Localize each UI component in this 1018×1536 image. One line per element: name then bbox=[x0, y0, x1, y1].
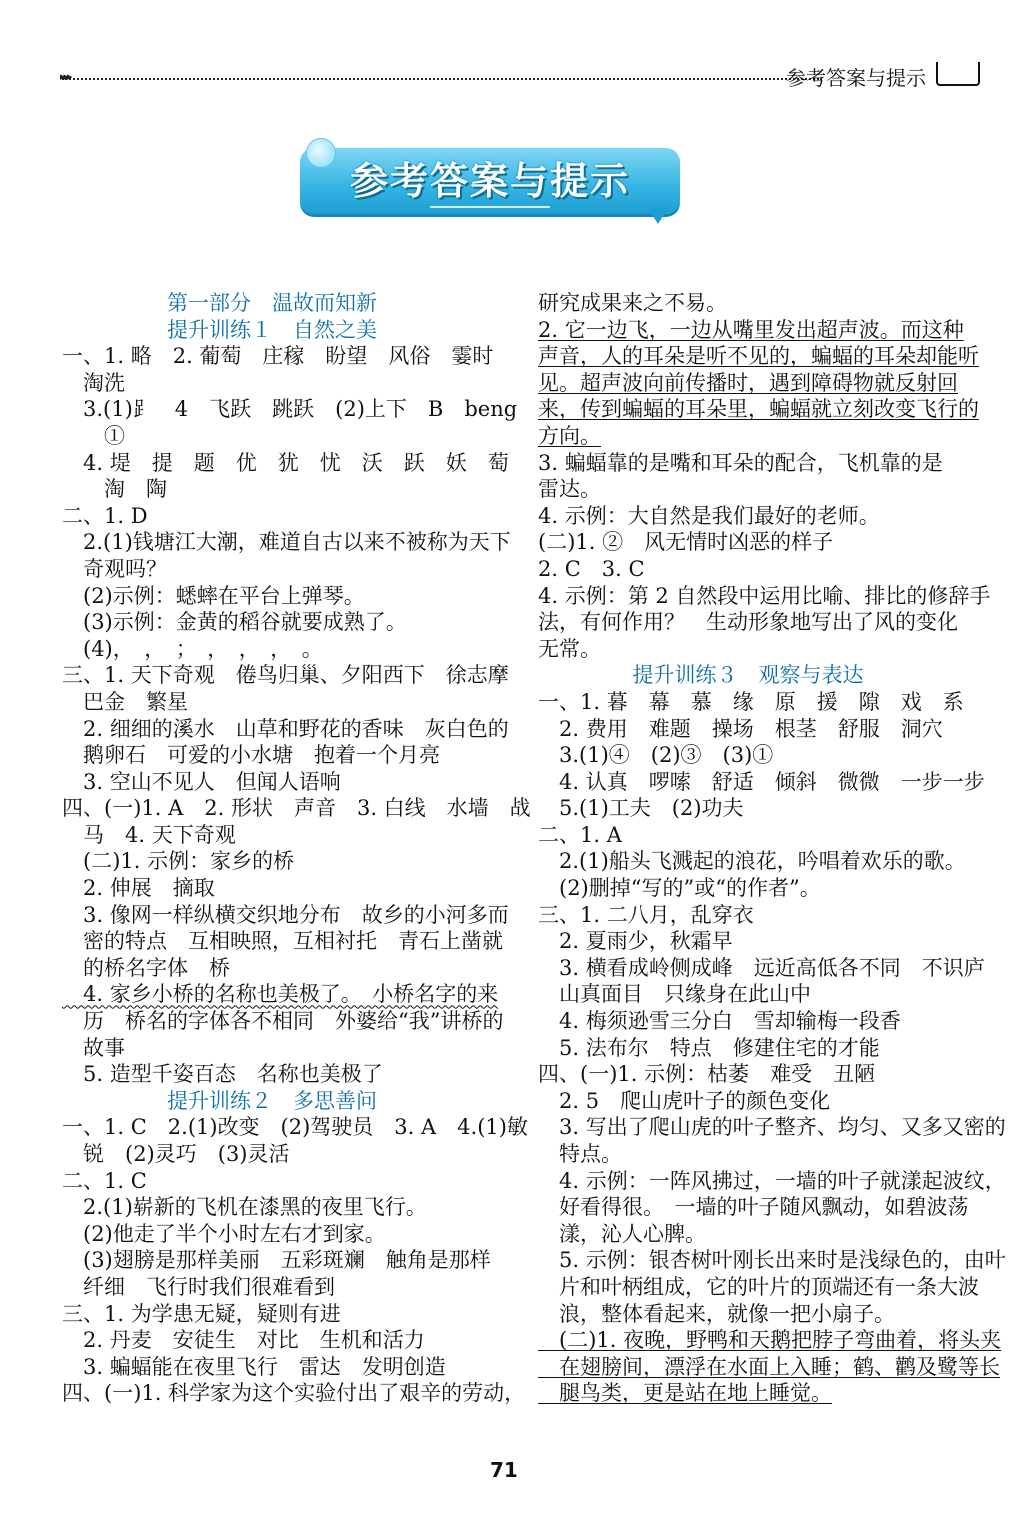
answer-line: 2.(1)钱塘江大潮，难道自古以来不被称为天下 bbox=[62, 530, 511, 555]
answer-line: 3. 像网一样纵横交织地分布 故乡的小河多而 bbox=[62, 902, 509, 927]
answer-line: 3. 空山不见人 但闻人语响 bbox=[62, 769, 341, 794]
answer-line: 3. 横看成岭侧成峰 远近高低各不同 不识庐 bbox=[538, 955, 985, 980]
answer-line: 5. 法布尔 特点 修建住宅的才能 bbox=[538, 1035, 880, 1060]
section-heading: 提升训练３ 观察与表达 bbox=[632, 663, 864, 688]
answer-line: 研究成果来之不易。 bbox=[538, 291, 727, 315]
answer-line: 2. 5 爬山虎叶子的颜色变化 bbox=[538, 1088, 831, 1113]
header-dotted-rule bbox=[62, 78, 822, 80]
answer-line: 法，有何作用？ 生动形象地写出了风的变化 bbox=[538, 610, 958, 635]
answer-line: 巴金 繁星 bbox=[62, 689, 188, 714]
answer-line: 鹅卵石 可爱的小水塘 抱着一个月亮 bbox=[62, 743, 440, 768]
answer-line: 4. 认真 啰嗦 舒适 倾斜 微微 一步一步 bbox=[538, 769, 985, 794]
answer-line: 历 桥名的字体各不相同 外婆给“我”讲桥的 bbox=[62, 1009, 504, 1034]
answer-line: 纤细 飞行时我们很难看到 bbox=[62, 1274, 335, 1299]
answer-line: 的桥名字体 桥 bbox=[62, 955, 230, 980]
banner-tail bbox=[648, 208, 668, 224]
answer-line: 三、1. 为学患无疑，疑则有进 bbox=[62, 1301, 341, 1326]
answer-line: 5. 造型千姿百态 名称也美极了 bbox=[62, 1062, 383, 1087]
answer-line: 腿鸟类，更是站在地上睡觉。 bbox=[538, 1381, 832, 1406]
answer-line: 4. 家乡小桥的名称也美极了。 小桥名字的来 bbox=[62, 982, 499, 1007]
answer-line: 好看得很。 一墙的叶子随风飘动，如碧波荡 bbox=[538, 1195, 969, 1220]
left-answer-column bbox=[62, 290, 531, 1407]
answer-line: 5.(1)工夫 (2)功夫 bbox=[538, 796, 744, 821]
answer-line: 2. C 3. C bbox=[538, 556, 645, 581]
answer-line: 四、(一)1. A 2. 形状 声音 3. 白线 水墙 战 bbox=[62, 796, 531, 821]
answer-line: 锐 (2)灵巧 (3)灵活 bbox=[62, 1142, 290, 1166]
answer-line: 方向。 bbox=[538, 423, 601, 448]
answer-line: 漾，沁人心脾。 bbox=[538, 1221, 706, 1246]
answer-line: 2. 丹麦 安徒生 对比 生机和活力 bbox=[62, 1328, 425, 1353]
answer-line: 5. 示例：银杏树叶刚长出来时是浅绿色的，由叶 bbox=[538, 1248, 1006, 1273]
answer-line: 在翅膀间，漂浮在水面上入睡；鹤、鹳及鹭等长 bbox=[538, 1354, 1000, 1379]
answer-line: 片和叶柄组成，它的叶片的顶端还有一条大波 bbox=[538, 1274, 979, 1299]
answer-line: 马 4. 天下奇观 bbox=[62, 822, 236, 847]
answer-line: 4. 示例：一阵风拂过，一墙的叶子就漾起波纹， bbox=[538, 1168, 1006, 1193]
answer-line: (2)删掉“写的”或“的作者”。 bbox=[538, 876, 821, 901]
header-title: 参考答案与提示 bbox=[786, 66, 926, 90]
answer-line: (2)示例：蟋蟀在平台上弹琴。 bbox=[62, 583, 365, 608]
answer-line: 三、1. 二八月，乱穿衣 bbox=[538, 902, 754, 927]
page-number: 71 bbox=[490, 1458, 518, 1482]
answer-line: 4. 梅须逊雪三分白 雪却输梅一段香 bbox=[538, 1009, 901, 1034]
answer-line: 3.(1)⻊ 4 飞跃 跳跃 (2)上下 B beng bbox=[62, 397, 518, 422]
answer-line: 三、1. 天下奇观 倦鸟归巢、夕阳西下 徐志摩 bbox=[62, 663, 509, 688]
answer-line: 四、(一)1. 科学家为这个实验付出了艰辛的劳动， bbox=[62, 1381, 526, 1406]
answer-line: 奇观吗？ bbox=[62, 556, 167, 581]
answer-line: 来，传到蝙蝠的耳朵里，蝙蝠就立刻改变飞行的 bbox=[538, 397, 979, 422]
answer-line: 一、1. 略 2. 葡萄 庄稼 盼望 风俗 霎时 bbox=[62, 344, 494, 369]
answer-line: 无常。 bbox=[538, 636, 601, 661]
answer-line: ① bbox=[62, 423, 125, 448]
answer-line: 一、1. C 2.(1)改变 (2)驾驶员 3. A 4.(1)敏 bbox=[62, 1115, 528, 1140]
answer-line: 浪，整体看起来，就像一把小扇子。 bbox=[538, 1301, 895, 1326]
answer-line: (3)示例：金黄的稻谷就要成熟了。 bbox=[62, 610, 407, 635]
answer-line: 二、1. A bbox=[538, 822, 622, 847]
book-icon bbox=[936, 62, 980, 86]
answer-line: 4. 示例：第 2 自然段中运用比喻、排比的修辞手 bbox=[538, 583, 991, 608]
header-arrows: ▸▸▸ bbox=[60, 70, 71, 83]
answer-line: 密的特点 互相映照，互相衬托 青石上凿就 bbox=[62, 929, 503, 954]
answer-line: (4)， ， ； ， ， ， 。 bbox=[62, 636, 323, 661]
banner-decoration bbox=[430, 206, 550, 208]
answer-line: (3)翅膀是那样美丽 五彩斑斓 触角是那样 bbox=[62, 1248, 491, 1273]
answer-line: 2. 费用 难题 操场 根茎 舒服 洞穴 bbox=[538, 716, 943, 741]
answer-line: 2.(1)崭新的飞机在漆黑的夜里飞行。 bbox=[62, 1195, 427, 1220]
section-heading: 提升训练２ 多思善问 bbox=[167, 1088, 377, 1113]
answer-line: 二、1. C bbox=[62, 1168, 147, 1193]
answer-line: (二)1. 夜晚，野鸭和天鹅把脖子弯曲着，将头夹 bbox=[538, 1328, 1002, 1353]
answer-line: 山真面目 只缘身在此山中 bbox=[538, 982, 811, 1007]
answer-line: 4. 堤 提 题 优 犹 忧 沃 跃 妖 萄 bbox=[62, 450, 509, 475]
answer-line: 2. 夏雨少，秋霜早 bbox=[538, 929, 733, 954]
answer-line: 3.(1)④ (2)③ (3)① bbox=[538, 743, 774, 768]
answer-line: 2. 它一边飞，一边从嘴里发出超声波。而这种 bbox=[538, 317, 964, 342]
answer-line: 4. 示例：大自然是我们最好的老师。 bbox=[538, 503, 880, 528]
answer-line: 故事 bbox=[62, 1035, 125, 1060]
answer-line: 四、(一)1. 示例：枯萎 难受 丑陋 bbox=[538, 1062, 876, 1087]
answer-line: (二)1. ② 风无情时凶恶的样子 bbox=[538, 530, 834, 555]
answer-line: 3. 蝙蝠靠的是嘴和耳朵的配合，飞机靠的是 bbox=[538, 450, 943, 475]
answer-line: (二)1. 示例：家乡的桥 bbox=[62, 849, 295, 874]
answer-line: 淘 陶 bbox=[62, 477, 167, 502]
answer-line: 2. 细细的溪水 山草和野花的香味 灰白色的 bbox=[62, 716, 509, 741]
answer-line: (2)他走了半个小时左右才到家。 bbox=[62, 1221, 386, 1246]
right-answer-column bbox=[538, 290, 1006, 1407]
section-heading: 提升训练１ 自然之美 bbox=[167, 317, 377, 342]
answer-line: 声音，人的耳朵是听不见的，蝙蝠的耳朵却能听 bbox=[538, 344, 979, 369]
banner-title: 参考答案与提示 bbox=[349, 159, 630, 203]
answer-line: 见。超声波向前传播时，遇到障碍物就反射回 bbox=[538, 370, 958, 395]
answer-line: 雷达。 bbox=[538, 477, 601, 502]
section-heading: 第一部分 温故而知新 bbox=[167, 291, 377, 315]
answer-line: 一、1. 暮 幕 慕 缘 原 援 隙 戏 系 bbox=[538, 689, 964, 714]
answer-line: 2. 伸展 摘取 bbox=[62, 876, 215, 901]
answer-line: 3. 蝙蝠能在夜里飞行 雷达 发明创造 bbox=[62, 1354, 446, 1379]
answer-line: 3. 写出了爬山虎的叶子整齐、均匀、又多又密的 bbox=[538, 1115, 1006, 1140]
answer-line: 淘洗 bbox=[62, 370, 125, 395]
answer-line: 2.(1)船头飞溅起的浪花，吟唱着欢乐的歌。 bbox=[538, 849, 966, 874]
answer-line: 二、1. D bbox=[62, 503, 148, 528]
answer-line: 特点。 bbox=[538, 1142, 622, 1166]
